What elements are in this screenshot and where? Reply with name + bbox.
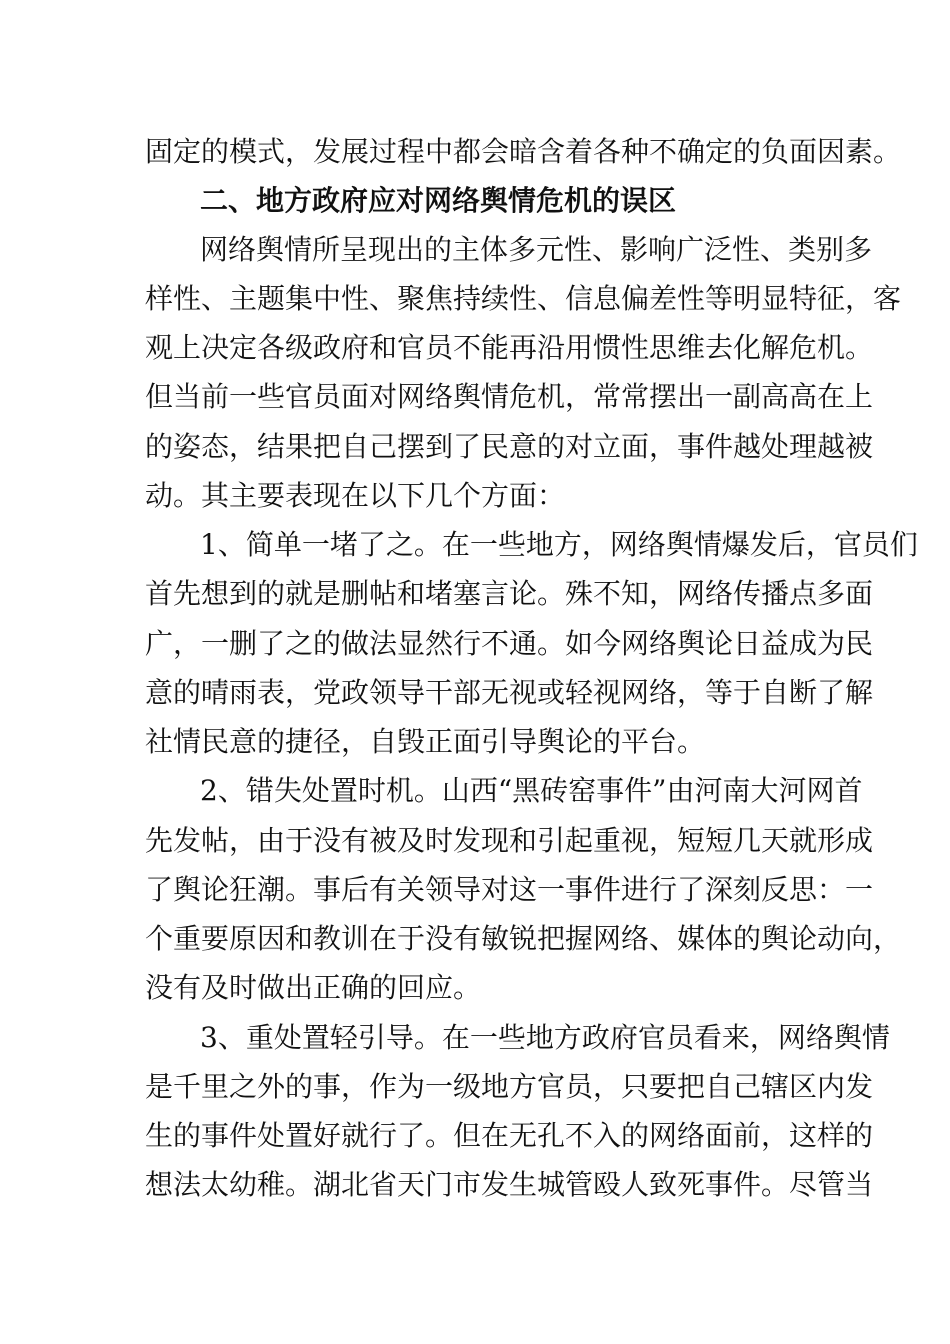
paragraph-line: 动。其主要表现在以下几个方面： bbox=[145, 479, 566, 512]
paragraph-line: 生的事件处置好就行了。但在无孔不入的网络面前，这样的 bbox=[145, 1119, 874, 1152]
paragraph-line: 先发帖，由于没有被及时发现和引起重视，短短几天就形成 bbox=[145, 824, 874, 857]
paragraph-line: 样性、主题集中性、聚焦持续性、信息偏差性等明显特征，客 bbox=[145, 282, 902, 315]
paragraph-line: 意的晴雨表，党政领导干部无视或轻视网络，等于自断了解 bbox=[145, 676, 874, 709]
paragraph-line: 的姿态，结果把自己摆到了民意的对立面，事件越处理越被 bbox=[145, 430, 874, 463]
paragraph-line: 网络舆情所呈现出的主体多元性、影响广泛性、类别多 bbox=[200, 233, 873, 266]
paragraph-line: 2、错失处置时机。山西“黑砖窑事件”由河南大河网首 bbox=[200, 774, 863, 807]
paragraph-line: 但当前一些官员面对网络舆情危机，常常摆出一副高高在上 bbox=[145, 380, 874, 413]
paragraph-line: 观上决定各级政府和官员不能再沿用惯性思维去化解危机。 bbox=[145, 331, 874, 364]
paragraph-line: 固定的模式，发展过程中都会暗含着各种不确定的负面因素。 bbox=[145, 135, 902, 168]
paragraph-line: 1、简单一堵了之。在一些地方，网络舆情爆发后，官员们 bbox=[200, 528, 918, 561]
paragraph-line: 社情民意的捷径，自毁正面引导舆论的平台。 bbox=[145, 725, 706, 758]
paragraph-line: 3、重处置轻引导。在一些地方政府官员看来，网络舆情 bbox=[200, 1021, 890, 1054]
paragraph-line: 首先想到的就是删帖和堵塞言论。殊不知，网络传播点多面 bbox=[145, 577, 874, 610]
paragraph-line: 是千里之外的事，作为一级地方官员，只要把自己辖区内发 bbox=[145, 1070, 874, 1103]
paragraph-line: 个重要原因和教训在于没有敏锐把握网络、媒体的舆论动向， bbox=[145, 922, 902, 955]
paragraph-line: 广，一删了之的做法显然行不通。如今网络舆论日益成为民 bbox=[145, 627, 874, 660]
section-heading: 二、地方政府应对网络舆情危机的误区 bbox=[200, 184, 677, 217]
paragraph-line: 想法太幼稚。湖北省天门市发生城管殴人致死事件。尽管当 bbox=[145, 1168, 874, 1201]
paragraph-line: 了舆论狂潮。事后有关领导对这一事件进行了深刻反思：一 bbox=[145, 873, 874, 906]
paragraph-line: 没有及时做出正确的回应。 bbox=[145, 971, 482, 1004]
